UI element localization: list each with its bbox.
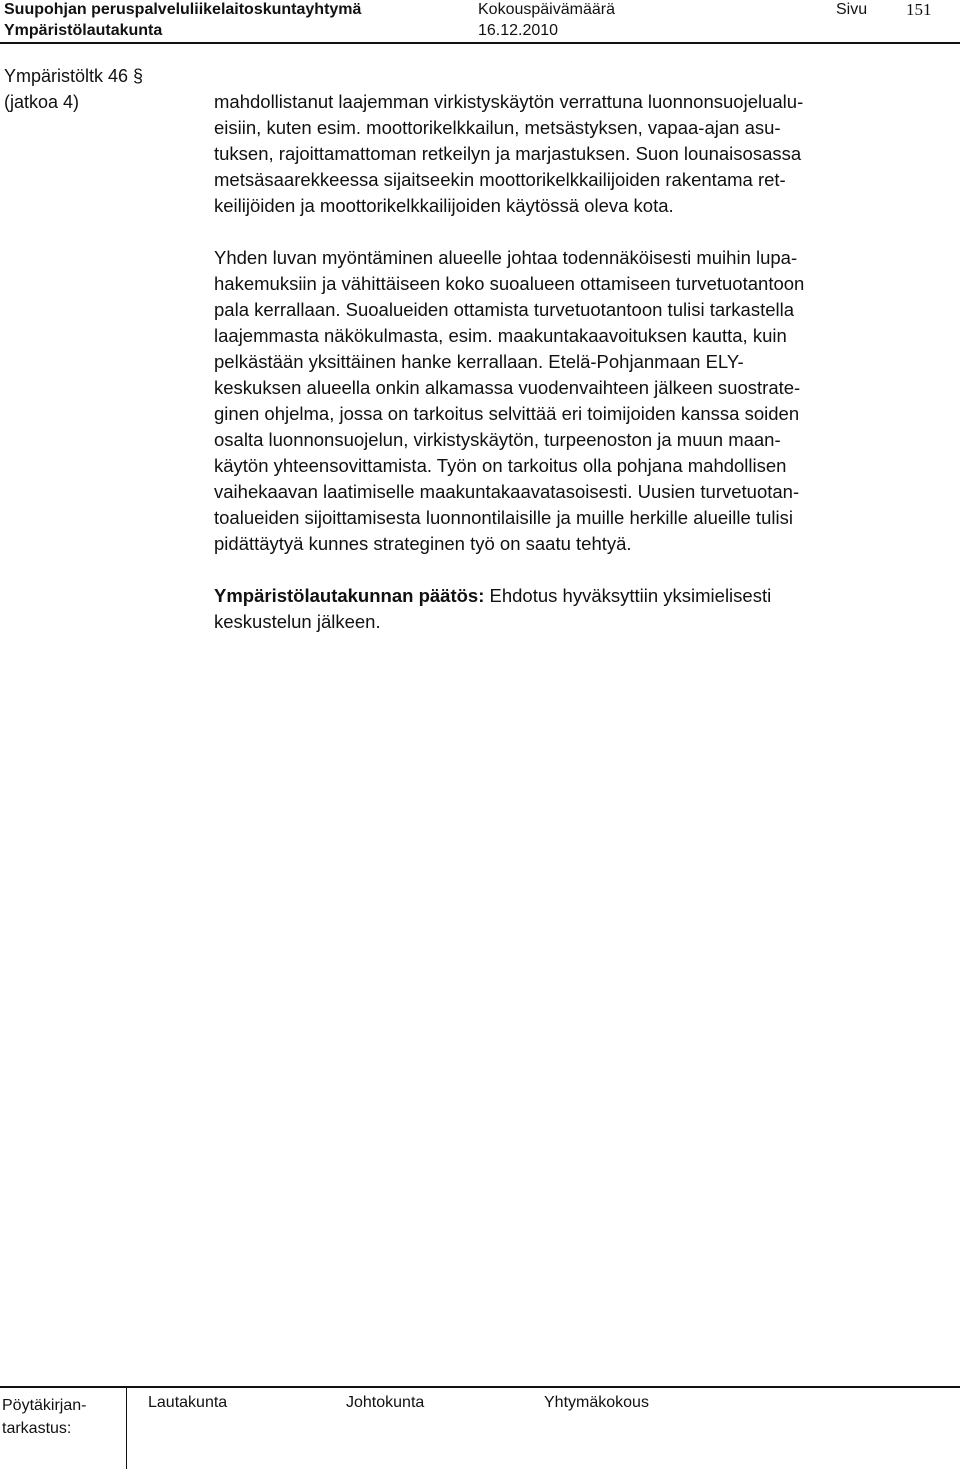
- footer-yhtymakokous: Yhtymäkokous: [544, 1394, 649, 1411]
- paragraph-spacer: [214, 557, 932, 583]
- footer-johtokunta: Johtokunta: [346, 1394, 425, 1411]
- meeting-date-label: Kokouspäivämäärä: [478, 1, 615, 18]
- review-label: [2, 1394, 86, 1440]
- paragraph-line: pidättäytyä kunnes strateginen työ on saatu tehtyä.: [214, 533, 632, 554]
- paragraph-line: vaihekaavan laatimiselle maakuntakaavatasoisesti. Uusien turvetuotan-: [214, 481, 800, 502]
- header-divider: [0, 42, 960, 44]
- paragraph-spacer: [214, 219, 932, 245]
- paragraph-line: tuksen, rajoittamattoman retkeilyn ja marjastuksen. Suon lounaisosassa: [214, 143, 802, 164]
- meeting-date: 16.12.2010: [478, 22, 559, 39]
- section-reference: Ympäristöltk 46 §: [4, 66, 144, 86]
- paragraph-line: keilijöiden ja moottorikelkkailijoiden käytössä oleva kota.: [214, 195, 674, 216]
- board-name: Ympäristölautakunta: [4, 22, 163, 39]
- footer-divider: [0, 1386, 960, 1388]
- paragraph-line: osalta luonnonsuojelun, virkistyskäytön, turpeenoston ja muun maan-: [214, 429, 781, 450]
- section-continuation: (jatkoa 4): [4, 92, 80, 112]
- decision-text: Ehdotus hyväksyttiin yksimielisesti: [484, 585, 772, 606]
- minutes-body: [214, 89, 932, 635]
- page-number: 151: [906, 0, 932, 19]
- footer-column-separator: [126, 1388, 127, 1469]
- paragraph-line: mahdollistanut laajemman virkistyskäytön verrattuna luonnonsuojelualu-: [214, 91, 804, 112]
- paragraph-line: eisiin, kuten esim. moottorikelkkailun, metsästyksen, vapaa-ajan asu-: [214, 117, 781, 138]
- paragraph-1: [214, 89, 932, 219]
- decision-paragraph: [214, 583, 932, 635]
- paragraph-line: hakemuksiin ja vähittäiseen koko suoalueen ottamiseen turvetuotantoon: [214, 273, 805, 294]
- page-label: Sivu: [836, 1, 868, 18]
- review-label-line: tarkastus:: [2, 1420, 72, 1437]
- paragraph-line: keskuksen alueella onkin alkamassa vuodenvaihteen jälkeen suostrate-: [214, 377, 801, 398]
- decision-label: Ympäristölautakunnan päätös:: [214, 585, 485, 606]
- paragraph-line: toalueiden sijoittamisesta luonnontilaisille ja muille herkille alueille tulisi: [214, 507, 793, 528]
- paragraph-line: laajemmasta näkökulmasta, esim. maakuntakaavoituksen kautta, kuin: [214, 325, 787, 346]
- review-label-line: Pöytäkirjan-: [2, 1397, 87, 1414]
- organization-name: Suupohjan peruspalveluliikelaitoskuntayhtymä: [4, 1, 362, 18]
- paragraph-line: ginen ohjelma, jossa on tarkoitus selvittää eri toimijoiden kanssa soiden: [214, 403, 800, 424]
- paragraph-2: [214, 245, 932, 557]
- paragraph-line: metsäsaarekkeessa sijaitseekin moottorikelkkailijoiden rakentama ret-: [214, 169, 786, 190]
- paragraph-line: pala kerrallaan. Suoalueiden ottamista turvetuotantoon tulisi tarkastella: [214, 299, 795, 320]
- paragraph-line: Yhden luvan myöntäminen alueelle johtaa todennäköisesti muihin lupa-: [214, 247, 798, 268]
- footer-lautakunta: Lautakunta: [148, 1394, 228, 1411]
- decision-line: keskustelun jälkeen.: [214, 611, 381, 632]
- paragraph-line: pelkästään yksittäinen hanke kerrallaan. Etelä-Pohjanmaan ELY-: [214, 351, 744, 372]
- decision-line: [214, 583, 932, 609]
- paragraph-line: käytön yhteensovittamista. Työn on tarkoitus olla pohjana mahdollisen: [214, 455, 787, 476]
